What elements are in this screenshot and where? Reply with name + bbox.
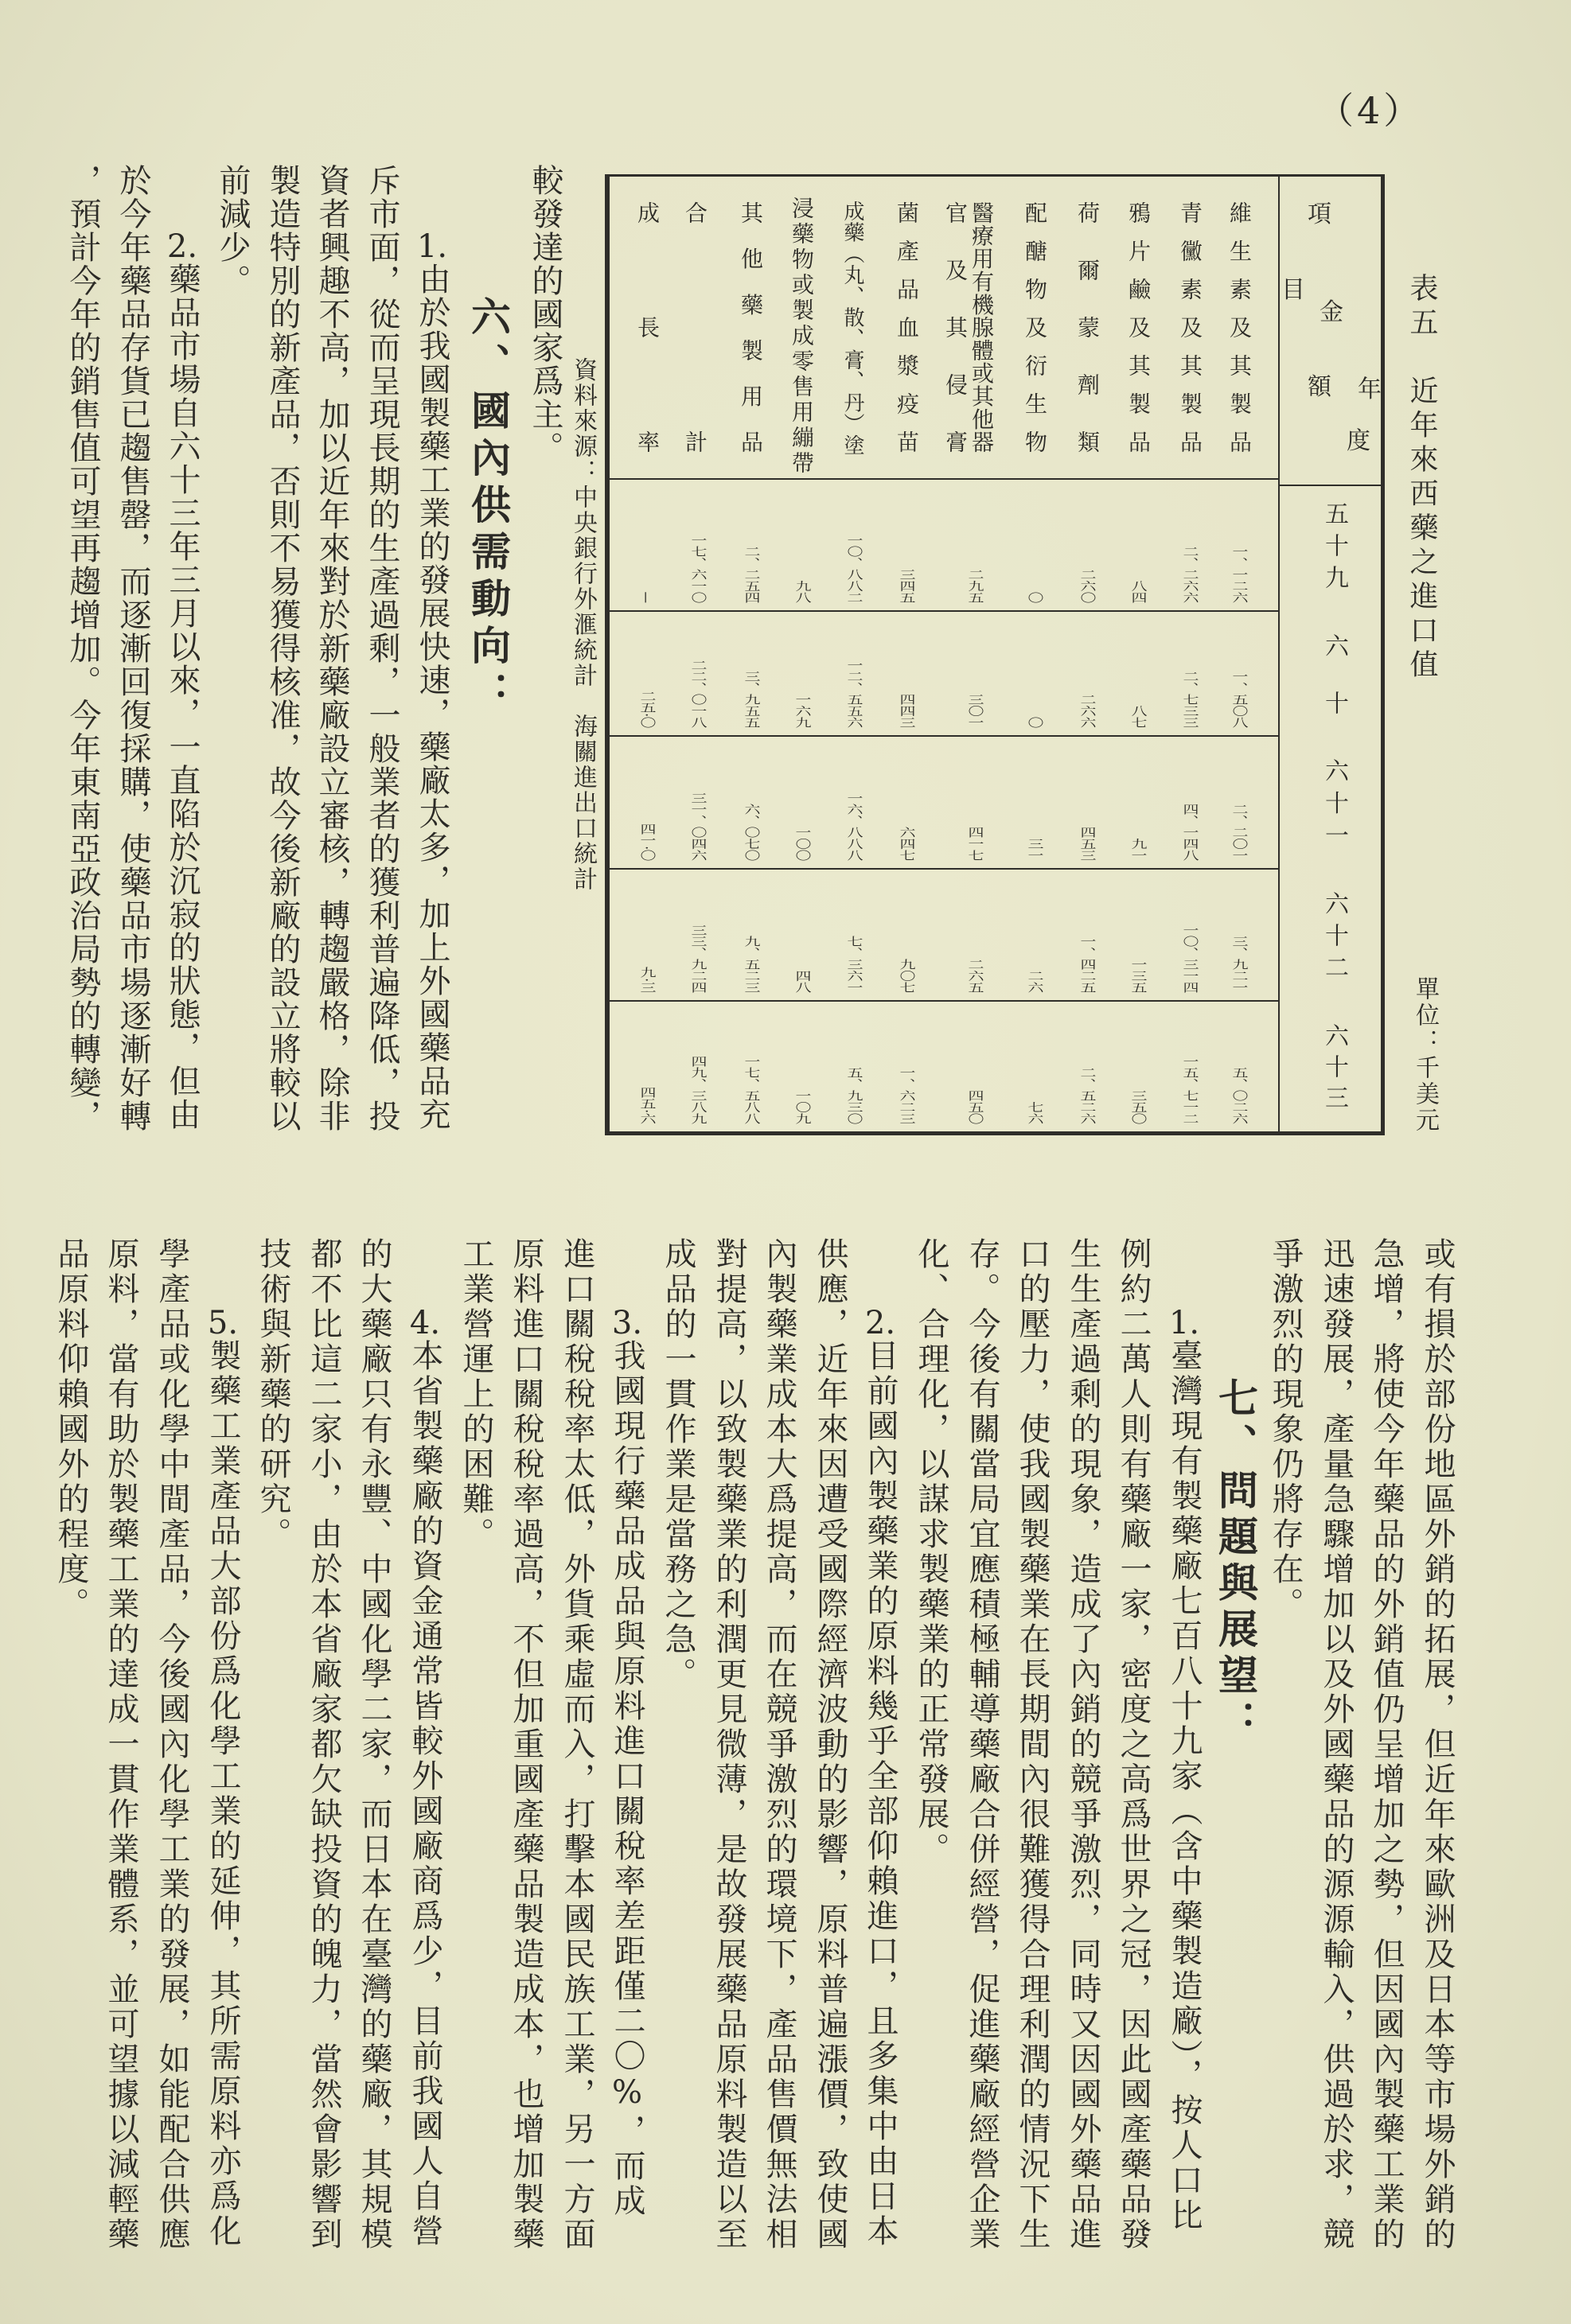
text-line: 供應，近年來因遭受國際經濟波動的影響，原料普遍漲價，致使國 (812, 1237, 848, 2252)
text-line: ，預計今年的銷售值可望再趨增加。今年東南亞政治局勢的轉變， (64, 164, 101, 1133)
text-line: 品原料仰賴國外的程度。 (53, 1237, 89, 1622)
cell-value: 二六六 (1078, 693, 1097, 728)
column-label: 配醣物及衍生物 (1022, 201, 1048, 453)
cell-value: 一七、五八八 (742, 1055, 761, 1124)
cell-value: 九〇七 (897, 958, 916, 993)
cell-value: 五、九三〇 (844, 1067, 863, 1124)
cell-value: 一〇、八八二 (844, 534, 863, 603)
cell-value: 三五〇 (1129, 1089, 1148, 1124)
cell-growth: 四一·〇 (637, 823, 657, 861)
cell-value: 〇 (1025, 591, 1044, 603)
cell-value: 四八 (793, 970, 812, 993)
table-unit: 單位：千美元 (1411, 976, 1439, 1134)
year-row (610, 737, 1278, 868)
table-border-right (1381, 174, 1385, 1135)
cell-value: 一、一二六 (1230, 546, 1249, 603)
header-year-char: 年 (1358, 376, 1382, 403)
column-label: 成藥（丸、散、膏、丹）塗 (840, 200, 864, 455)
cell-value: 二、二五四 (742, 546, 761, 603)
paragraph-number: 4. (409, 1307, 441, 1339)
text-line: 內製藥業成本大爲提高，而在競爭激烈的環境下，產品售價無法相 (761, 1237, 797, 2252)
text-line: 迅速發展，產量急驟增加以及外國藥品的源源輸入，供過於求，競 (1318, 1237, 1355, 2252)
cell-value: 九八 (793, 580, 812, 603)
text-line: 的大藥廠只有永豐、中國化學二家，而日本在臺灣的藥廠，其規模 (356, 1237, 392, 2252)
cell-value: 六四七 (897, 826, 916, 861)
cell-total: 三一、〇四六 (688, 792, 708, 861)
paragraph-first-line (207, 1307, 239, 2249)
cell-value: 二、二〇一 (1230, 804, 1249, 861)
text-line: 資者興趣不高，加以近年來對於新藥廠設立審核，轉趨嚴格，除非 (314, 164, 350, 1133)
paragraph-number: 2. (864, 1307, 896, 1339)
table-border-bottom (605, 1131, 1385, 1135)
header-year-char: 度 (1347, 427, 1370, 455)
paragraph-first-line (409, 1307, 441, 2249)
year-label: 六十二 (1320, 891, 1348, 979)
cell-value: 一二、五五六 (844, 659, 863, 728)
page-number: （4） (1317, 89, 1424, 132)
cell-total: 二二、〇一八 (688, 659, 708, 728)
cell-value: 二六五 (965, 958, 984, 993)
cell-value: 七、三六一 (844, 936, 863, 993)
text-line: 較發達的國家爲主。 (527, 164, 563, 465)
cell-growth: 二五·〇 (637, 690, 657, 728)
text-line: 例約二萬人則有藥廠一家，密度之高爲世界之冠，因此國產藥品發 (1115, 1237, 1152, 2252)
cell-value: 一、六二三 (897, 1067, 916, 1124)
text-line: 於今年藥品存貨已趨售罄，而逐漸回復採購，使藥品市場逐漸好轉 (115, 164, 151, 1133)
text-line: 學產品或化學中間產品，今後國內化學工業的發展，如能配合供應 (154, 1237, 190, 2252)
paragraph-first-line (862, 1307, 899, 2249)
cell-total: 四九、三八九 (688, 1055, 708, 1124)
paragraph-first-line (1166, 1307, 1203, 2233)
text-line: 工業營運上的困難。 (458, 1237, 494, 1552)
cell-value: 一五、七一二 (1180, 1055, 1199, 1124)
text-run: 製藥工業產品大部份爲化學工業的延伸，其所需原料亦爲化 (205, 1339, 241, 2249)
cell-value: 〇 (1025, 716, 1044, 728)
table-title: 表五 近年來西藥之進口值 (1405, 273, 1438, 683)
text-line: 化、合理化，以謀求製藥業的正常發展。 (913, 1237, 949, 1867)
cell-value: 四、一四八 (1180, 804, 1199, 861)
cell-value: 一三五 (1129, 958, 1148, 993)
paragraph-first-line (416, 231, 448, 1131)
year-label: 五十九 (1320, 501, 1348, 589)
text-run: 藥品市場自六十三年三月以來，一直陷於沉寂的狀態，但由 (164, 263, 201, 1131)
header-amount-char: 額 (1308, 373, 1331, 401)
year-label: 六十 (1320, 633, 1348, 714)
cell-growth: — (637, 591, 657, 603)
table-source-note: 資料來源：中央銀行外滙統計 海關進出口統計 (569, 357, 597, 892)
text-line: 斥市面，從而呈現長期的生產過剩，一般業者的獲利普遍降低，投 (364, 164, 400, 1133)
section-heading: 七、問題與展望： (1212, 1377, 1259, 1746)
column-label: 鴉片鹼及其製品 (1125, 201, 1152, 453)
cell-total: 三三、九二四 (688, 924, 708, 993)
paragraph-number: 2. (166, 231, 198, 263)
text-line: 原料，當有助於製藥工業的達成一貫作業體系，並可望據以減輕藥 (103, 1237, 139, 2252)
column-label: 浸藥物或製成零售用繃帶 (789, 197, 815, 473)
table-border-top (606, 174, 1385, 177)
text-line: 口的壓力，使我國製藥業在長期間內很難獲得合理利潤的情況下生 (1014, 1237, 1051, 2252)
cell-value: 九、五二三 (742, 936, 761, 993)
cell-total: 一七、六一〇 (688, 534, 708, 603)
paragraph-first-line (611, 1307, 643, 2219)
cell-value: 一〇、三一四 (1180, 924, 1199, 993)
cell-value: 二六 (1025, 970, 1044, 993)
column-label: 菌產品血漿疫苗 (894, 201, 920, 453)
cell-value: 一六九 (793, 693, 812, 728)
cell-value: 三、九二一 (1230, 936, 1249, 993)
cell-value: 八七 (1129, 705, 1148, 728)
text-run: 目前國內製藥業的原料幾乎全部仰賴進口，且多集中由日本 (862, 1339, 899, 2249)
paragraph-first-line (164, 231, 201, 1131)
cell-value: 四一七 (965, 826, 984, 861)
text-line: 製造特別的新產品，否則不易獲得核准，故今後新廠的設立將較以 (264, 164, 301, 1133)
cell-value: 三一 (1025, 838, 1044, 861)
year-row (610, 612, 1278, 735)
cell-value: 九一 (1129, 838, 1148, 861)
text-line: 技術與新藥的研究。 (255, 1237, 291, 1552)
text-line: 進口關稅稅率太低，外貨乘虛而入，打擊本國民族工業，另一方面 (559, 1237, 595, 2252)
section-heading: 六、國內供需動向： (465, 296, 512, 718)
cell-value: 二、七三三 (1180, 671, 1199, 728)
paragraph-number: 3. (611, 1307, 643, 1339)
cell-value: 四五三 (1078, 826, 1097, 861)
cell-value: 三四五 (897, 568, 916, 603)
cell-value: 二六〇 (1078, 568, 1097, 603)
text-run: 本省製藥廠的資金通常皆較外國廠商爲少，目前我國人自營 (407, 1339, 443, 2249)
year-row (610, 870, 1278, 1000)
header-amount-char: 金 (1320, 298, 1343, 326)
cell-value: 二、五二六 (1078, 1067, 1097, 1124)
cell-value: 三〇一 (965, 693, 984, 728)
cell-value: 一〇〇 (793, 826, 812, 861)
text-run: 由於我國製藥工業的發展快速，藥廠太多，加上外國藥品充 (414, 263, 450, 1131)
cell-value: 一、四二五 (1078, 936, 1097, 993)
year-label: 六十一 (1320, 758, 1348, 847)
cell-value: 三、九五五 (742, 671, 761, 728)
column-label: 荷爾蒙劑類 (1074, 201, 1101, 453)
year-row (610, 1002, 1278, 1131)
column-label: 維生素及其製品 (1226, 201, 1253, 453)
text-line: 前減少。 (214, 164, 251, 298)
cell-value: 一、五〇八 (1230, 671, 1249, 728)
cell-value: 七六 (1025, 1101, 1044, 1124)
header-corner-divider (1280, 485, 1381, 486)
column-label: 其他藥製用品 (738, 201, 764, 453)
cell-value: 五、〇二六 (1230, 1067, 1249, 1124)
cell-growth: 九·三 (637, 966, 657, 993)
text-run: 我國現行藥品成品與原料進口關稅率差距僅二〇%，而成 (609, 1339, 645, 2219)
text-line: 存。今後有關當局宜應積極輔導藥廠合併經營，促進藥廠經營企業 (964, 1237, 1000, 2252)
text-line: 成品的一貫作業是當務之急。 (660, 1237, 696, 1692)
cell-value: 二、二六六 (1180, 546, 1199, 603)
text-line: 都不比這二家小，由於本省廠家都欠缺投資的魄力，當然會影響到 (306, 1237, 342, 2252)
paragraph-number: 1. (1168, 1307, 1200, 1339)
text-line: 原料進口關稅稅率過高，不但加重國產藥品製造成本，也增加製藥 (508, 1237, 544, 2252)
cell-value: 八四 (1129, 580, 1148, 603)
year-row (610, 480, 1278, 610)
column-label-total: 合計 (682, 201, 708, 453)
cell-value: 一六、八八八 (844, 792, 863, 861)
cell-value: 四四三 (897, 693, 916, 728)
text-line: 生生產過剩的現象，造成了內銷的競爭激烈，同時又因國外藥品進 (1065, 1237, 1101, 2252)
header-item-char: 目 (1281, 276, 1305, 304)
cell-value: 六、〇七〇 (742, 804, 761, 861)
paragraph-number: 5. (207, 1307, 239, 1339)
text-line: 或有損於部份地區外銷的拓展，但近年來歐洲及日本等市場外銷的 (1419, 1237, 1456, 2252)
text-line: 急增，將使今年藥品的外銷值仍呈增加之勢，但因國內製藥工業的 (1368, 1237, 1405, 2252)
year-label: 六十三 (1320, 1023, 1348, 1109)
text-run: 臺灣現有製藥廠七百八十九家（含中藥製造廠），按人口比 (1166, 1339, 1203, 2233)
column-label: 醫療用有機腺體或其他器官及其侵膏 (942, 201, 995, 453)
cell-value: 一〇九 (793, 1089, 812, 1124)
column-label: 青黴素及其製品 (1177, 201, 1203, 453)
cell-value: 二九五 (965, 568, 984, 603)
text-line: 對提高，以致製藥業的利潤更見微薄，是故發展藥品原料製造以至 (711, 1237, 747, 2252)
cell-value: 四五〇 (965, 1089, 984, 1124)
paragraph-number: 1. (416, 231, 448, 263)
header-column-divider (1278, 177, 1280, 1131)
text-line: 爭激烈的現象仍將存在。 (1267, 1237, 1304, 1622)
cell-growth: 四五·六 (637, 1086, 657, 1124)
column-label-growth: 成長率 (634, 201, 661, 453)
header-item-char: 項 (1308, 200, 1331, 228)
